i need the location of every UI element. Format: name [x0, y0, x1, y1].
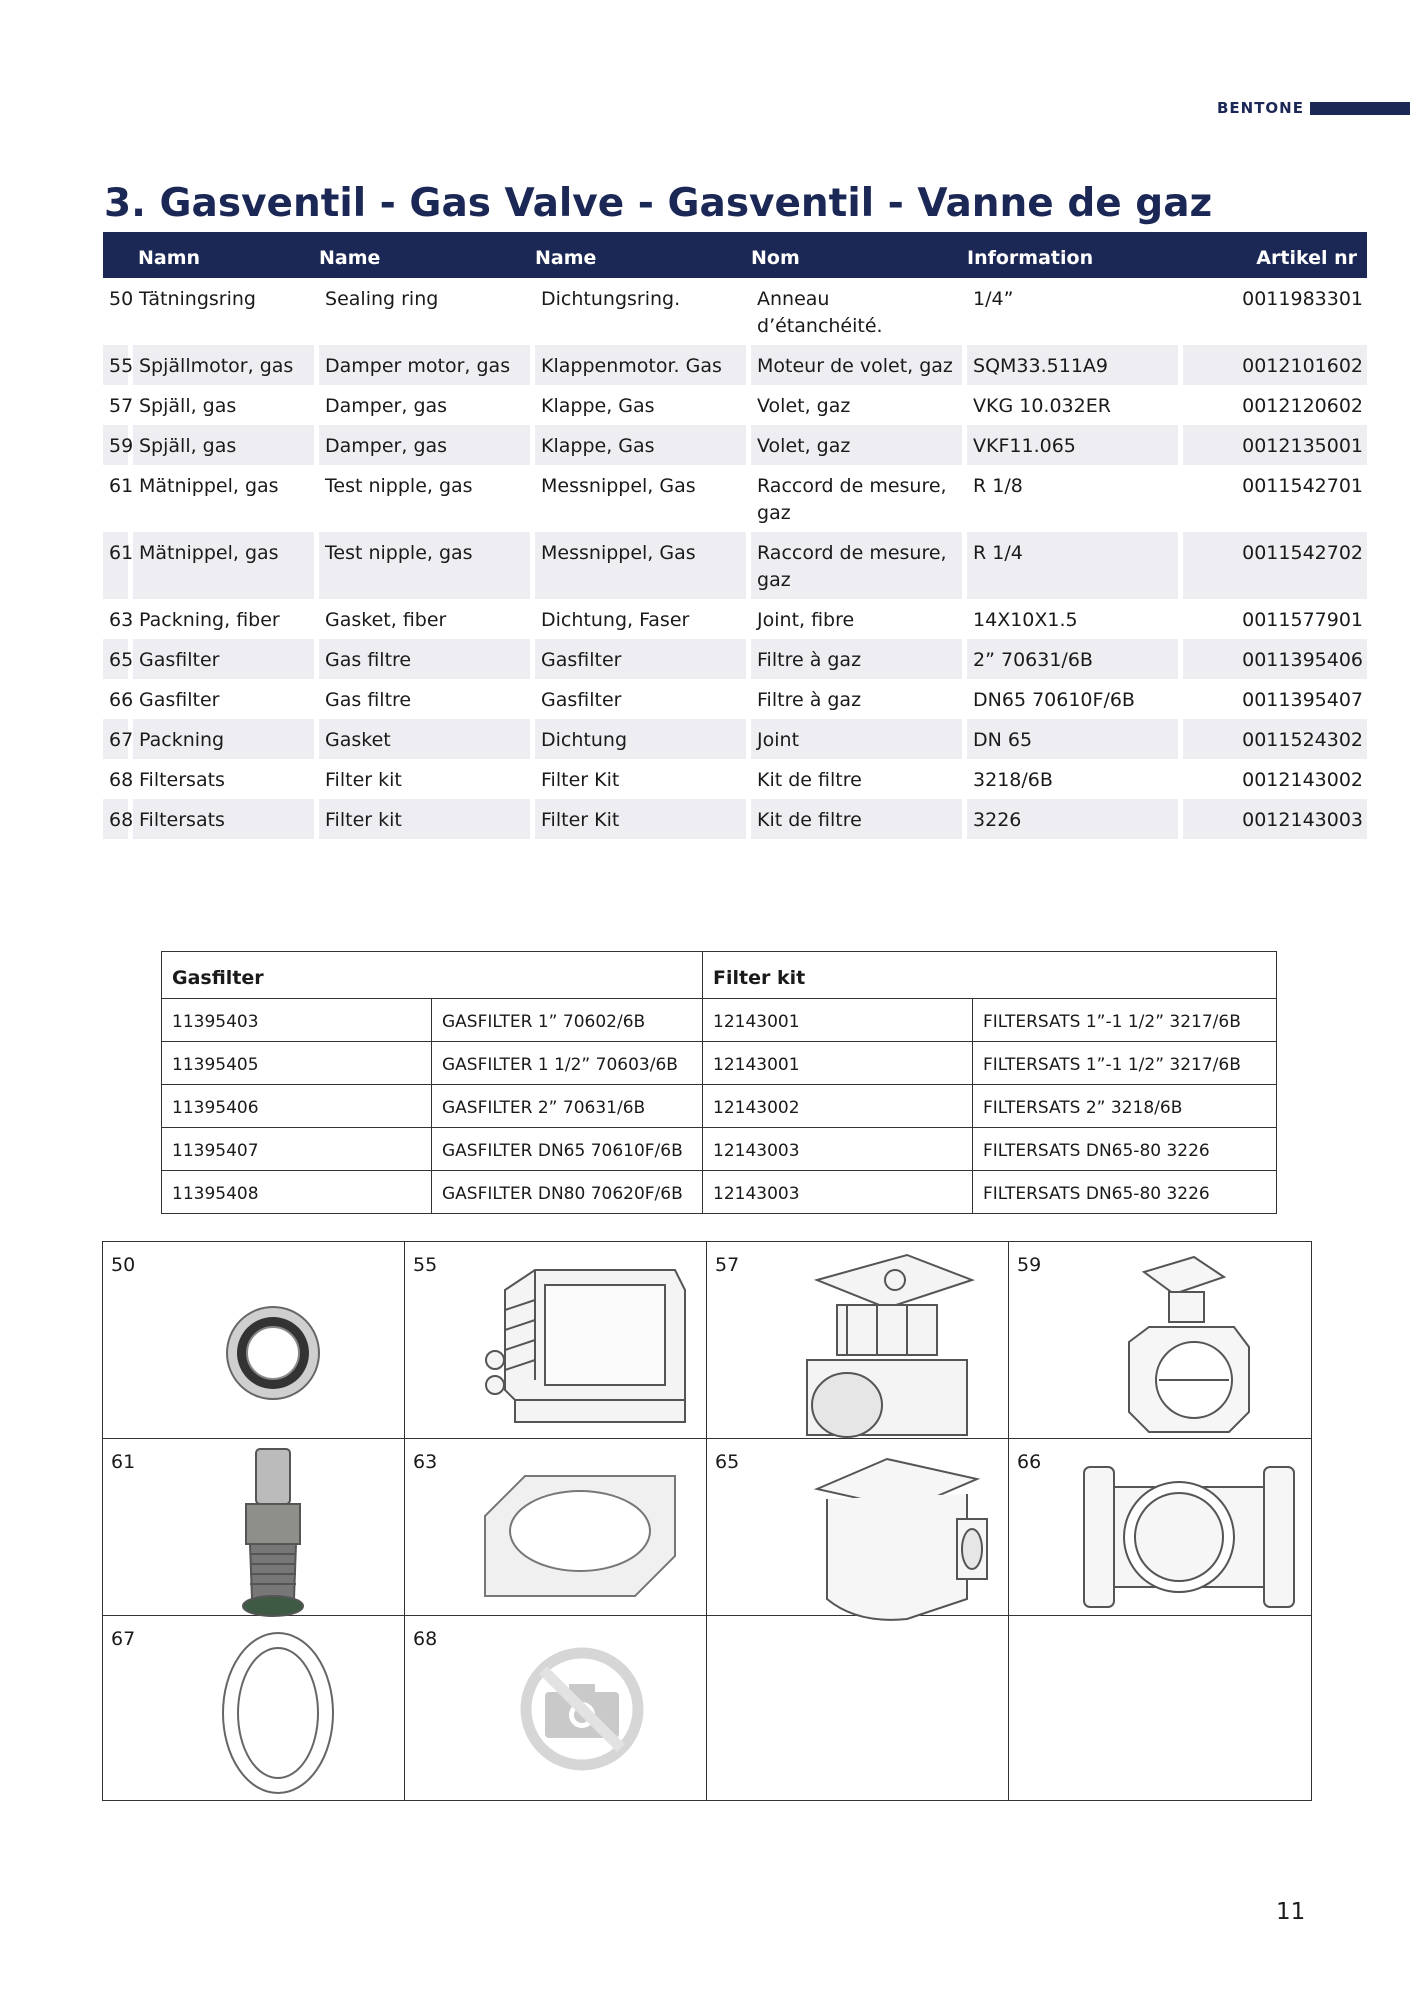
table-row	[103, 719, 1367, 759]
cell-gasfilter-number: 11395403	[162, 999, 432, 1042]
page-title: 3. Gasventil - Gas Valve - Gasventil - Vanne de gaz	[104, 181, 1213, 226]
cell-name-de: Gasfilter	[535, 639, 751, 679]
cell-article-number: 0011524302	[1183, 719, 1367, 759]
cell-name-fr: Kit de filtre	[751, 759, 967, 799]
cell-name-sv: Packning	[133, 719, 319, 759]
cell-name-sv: Spjäll, gas	[133, 425, 319, 465]
cell-article-number: 0011983301	[1242, 288, 1364, 310]
page-number: 11	[1276, 1899, 1306, 1925]
image-cell	[1009, 1242, 1311, 1439]
header-artikel-nr: Artikel nr	[1183, 232, 1367, 278]
cell-article-number: 0011395406	[1183, 639, 1367, 679]
table-row	[103, 639, 1367, 679]
cell-name-sv: Mätnippel, gas	[133, 465, 319, 532]
cell-information: 14X10X1.5	[967, 599, 1183, 639]
image-cell	[405, 1242, 707, 1439]
header-name-en: Name	[319, 232, 535, 278]
image-label: 55	[413, 1254, 438, 1276]
cell-filter-kit-number: 12143001	[703, 1042, 973, 1085]
cell-name-de: Messnippel, Gas	[535, 532, 751, 599]
image-label: 61	[111, 1451, 136, 1473]
cell-name-de: Klappe, Gas	[535, 385, 751, 425]
brand-name: BENTONE	[1216, 99, 1304, 117]
image-label: 65	[715, 1451, 740, 1473]
cell-name-sv: Filtersats	[133, 799, 319, 839]
cell-position: 55	[103, 345, 133, 385]
image-cell	[405, 1616, 707, 1800]
cell-name-en: Gasket, fiber	[319, 599, 535, 639]
cell-position: 68	[103, 799, 133, 839]
cell-position: 61	[103, 532, 133, 599]
image-label: 50	[111, 1254, 136, 1276]
header-nom: Nom	[751, 232, 967, 278]
cell-gasfilter-description: GASFILTER DN65 70610F/6B	[432, 1128, 703, 1171]
table-row	[103, 532, 1367, 599]
cell-name-en: Sealing ring	[319, 278, 535, 345]
cell-filter-kit-description: FILTERSATS DN65-80 3226	[973, 1128, 1277, 1171]
table-row	[162, 1085, 1277, 1128]
cell-name-fr: Filtre à gaz	[751, 639, 967, 679]
cell-filter-kit-description: FILTERSATS 1”-1 1/2” 3217/6B	[973, 1042, 1277, 1085]
cell-position: 67	[103, 719, 133, 759]
table-row	[103, 759, 1367, 799]
cell-name-en: Damper, gas	[319, 385, 535, 425]
cell-article-number: 0012135001	[1183, 425, 1367, 465]
cell-article-number: 0012120602	[1242, 395, 1364, 417]
cell-information: VKG 10.032ER	[967, 385, 1183, 425]
cell-name-sv: Mätnippel, gas	[133, 532, 319, 599]
image-label: 66	[1017, 1451, 1042, 1473]
image-cell	[1009, 1439, 1311, 1616]
cell-gasfilter-description: GASFILTER DN80 70620F/6B	[432, 1171, 703, 1214]
image-cell	[707, 1439, 1009, 1616]
cell-position: 63	[103, 599, 133, 639]
cell-name-fr: Joint, fibre	[751, 599, 967, 639]
cell-name-de: Filter Kit	[535, 799, 751, 839]
parts-table-header	[103, 232, 1367, 278]
image-label: 67	[111, 1628, 136, 1650]
cell-position: 66	[103, 679, 133, 719]
filter-table-header	[162, 952, 1277, 999]
cell-article-number: 0012143003	[1183, 799, 1367, 839]
cell-information: DN 65	[967, 719, 1183, 759]
cell-gasfilter-description: GASFILTER 1” 70602/6B	[432, 999, 703, 1042]
cell-information: DN65 70610F/6B	[967, 679, 1183, 719]
cell-information: 3226	[967, 799, 1183, 839]
cell-information: 3218/6B	[967, 759, 1183, 799]
filter-table	[161, 951, 1277, 1214]
image-cell	[103, 1616, 405, 1800]
cell-article-number: 0011542701	[1242, 475, 1364, 497]
cell-name-sv: Gasfilter	[133, 679, 319, 719]
cell-name-fr: Raccord de mesure, gaz	[751, 532, 967, 599]
cell-filter-kit-number: 12143001	[703, 999, 973, 1042]
cell-name-fr: Volet, gaz	[751, 425, 967, 465]
cell-position: 50	[103, 278, 133, 345]
cell-name-en: Test nipple, gas	[319, 465, 535, 532]
cell-name-en: Damper motor, gas	[319, 345, 535, 385]
table-row	[162, 999, 1277, 1042]
table-row	[103, 465, 1367, 532]
cell-article-number: 0011577901	[1242, 609, 1364, 631]
cell-information: 2” 70631/6B	[967, 639, 1183, 679]
cell-filter-kit-number: 12143003	[703, 1171, 973, 1214]
cell-information: 1/4”	[967, 278, 1183, 345]
image-cell	[1009, 1616, 1311, 1800]
cell-name-sv: Filtersats	[133, 759, 319, 799]
header-name-de: Name	[535, 232, 751, 278]
cell-name-en: Test nipple, gas	[319, 532, 535, 599]
header-information: Information	[967, 232, 1183, 278]
table-row	[103, 599, 1367, 639]
image-cell	[707, 1242, 1009, 1439]
cell-name-fr: Filtre à gaz	[751, 679, 967, 719]
cell-name-sv: Packning, fiber	[133, 599, 319, 639]
cell-position: 59	[103, 425, 133, 465]
cell-filter-kit-number: 12143003	[703, 1128, 973, 1171]
cell-name-de: Gasfilter	[535, 679, 751, 719]
cell-position: 68	[103, 759, 133, 799]
table-row	[162, 1171, 1277, 1214]
table-row	[103, 679, 1367, 719]
cell-name-de: Messnippel, Gas	[535, 465, 751, 532]
image-cell	[103, 1242, 405, 1439]
brand-bar	[1310, 102, 1410, 115]
image-cell	[707, 1616, 1009, 1800]
cell-information: SQM33.511A9	[967, 345, 1183, 385]
table-row	[162, 1042, 1277, 1085]
image-label: 68	[413, 1628, 438, 1650]
cell-name-de: Dichtungsring.	[535, 278, 751, 345]
image-label: 63	[413, 1451, 438, 1473]
table-row	[103, 278, 1367, 345]
cell-name-fr: Volet, gaz	[751, 385, 967, 425]
cell-filter-kit-description: FILTERSATS 2” 3218/6B	[973, 1085, 1277, 1128]
image-label: 57	[715, 1254, 740, 1276]
cell-name-en: Damper, gas	[319, 425, 535, 465]
header-namn: Namn	[103, 232, 319, 278]
cell-position: 61	[103, 465, 133, 532]
brand-header	[1217, 99, 1410, 117]
cell-gasfilter-number: 11395408	[162, 1171, 432, 1214]
cell-name-sv: Spjällmotor, gas	[133, 345, 319, 385]
cell-name-fr: Anneau d’étanchéité.	[751, 278, 967, 345]
cell-article-number: 0012101602	[1183, 345, 1367, 385]
cell-filter-kit-description: FILTERSATS 1”-1 1/2” 3217/6B	[973, 999, 1277, 1042]
table-row	[103, 425, 1367, 465]
cell-information: VKF11.065	[967, 425, 1183, 465]
header-gasfilter: Gasfilter	[162, 952, 703, 999]
cell-name-de: Dichtung	[535, 719, 751, 759]
cell-information: R 1/4	[967, 532, 1183, 599]
cell-filter-kit-description: FILTERSATS DN65-80 3226	[973, 1171, 1277, 1214]
cell-name-fr: Joint	[751, 719, 967, 759]
table-row	[103, 345, 1367, 385]
cell-name-de: Klappe, Gas	[535, 425, 751, 465]
image-cell	[405, 1439, 707, 1616]
cell-name-en: Filter kit	[319, 799, 535, 839]
table-row	[162, 1128, 1277, 1171]
cell-name-fr: Moteur de volet, gaz	[751, 345, 967, 385]
cell-name-fr: Kit de filtre	[751, 799, 967, 839]
cell-name-fr: Raccord de mesure, gaz	[751, 465, 967, 532]
cell-name-de: Filter Kit	[535, 759, 751, 799]
cell-name-sv: Tätningsring	[133, 278, 319, 345]
cell-position: 57	[103, 385, 133, 425]
cell-name-en: Filter kit	[319, 759, 535, 799]
header-filter-kit: Filter kit	[703, 952, 1277, 999]
cell-article-number: 0011395407	[1242, 689, 1364, 711]
cell-position: 65	[103, 639, 133, 679]
cell-gasfilter-number: 11395406	[162, 1085, 432, 1128]
cell-name-en: Gasket	[319, 719, 535, 759]
cell-name-sv: Gasfilter	[133, 639, 319, 679]
parts-table	[103, 232, 1367, 839]
cell-name-de: Klappenmotor. Gas	[535, 345, 751, 385]
cell-article-number: 0012143002	[1242, 769, 1364, 791]
cell-gasfilter-number: 11395407	[162, 1128, 432, 1171]
cell-gasfilter-description: GASFILTER 2” 70631/6B	[432, 1085, 703, 1128]
cell-name-sv: Spjäll, gas	[133, 385, 319, 425]
cell-name-en: Gas filtre	[319, 639, 535, 679]
cell-article-number: 0011542702	[1183, 532, 1367, 599]
cell-gasfilter-number: 11395405	[162, 1042, 432, 1085]
cell-name-en: Gas filtre	[319, 679, 535, 719]
cell-name-de: Dichtung, Faser	[535, 599, 751, 639]
table-row	[103, 799, 1367, 839]
cell-information: R 1/8	[967, 465, 1183, 532]
table-row	[103, 385, 1367, 425]
image-cell	[103, 1439, 405, 1616]
parts-image-grid	[102, 1241, 1312, 1801]
cell-gasfilter-description: GASFILTER 1 1/2” 70603/6B	[432, 1042, 703, 1085]
image-label: 59	[1017, 1254, 1042, 1276]
cell-filter-kit-number: 12143002	[703, 1085, 973, 1128]
